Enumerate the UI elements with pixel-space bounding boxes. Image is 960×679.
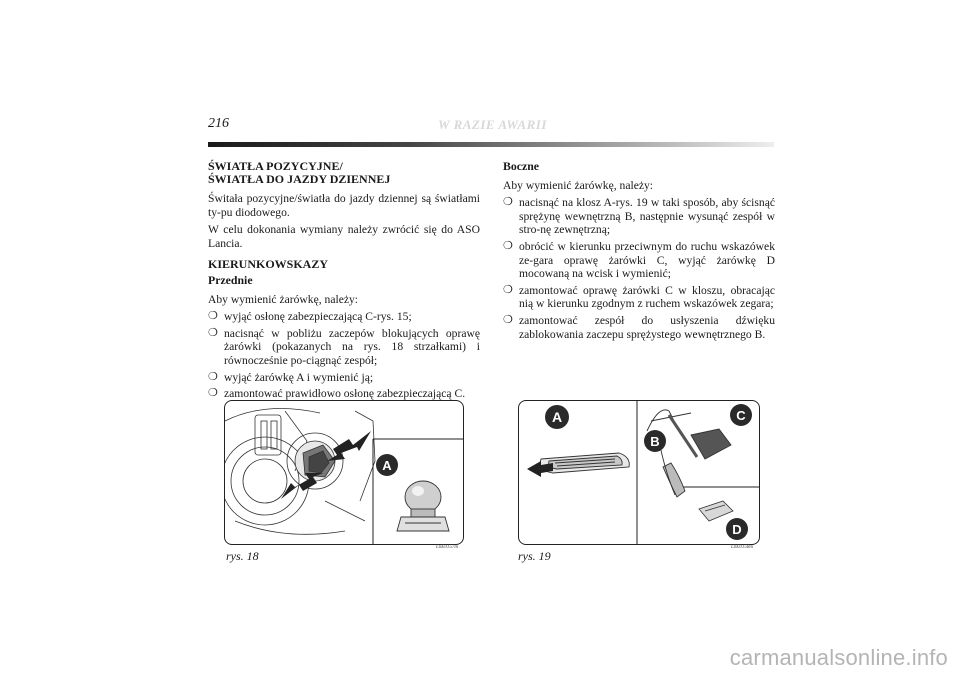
label-b: B (650, 434, 660, 449)
right-column (503, 160, 775, 344)
headlamp-illustration (225, 401, 463, 544)
list-item: ❍ nacisnąć w pobliżu zaczepów blokujących oprawę żarówki (pokazanych na rys. 18 strzałkami) i równocześnie po-ciągnąć zespół; (208, 326, 480, 367)
left-column (208, 160, 480, 404)
list-item: ❍ zamontować zespół do usłyszenia dźwięku zablokowania zaczepu sprężystego wewnętrznego B. (503, 313, 775, 341)
list-item: ❍ wyjąć osłonę zabezpieczającą C-rys. 15; (208, 310, 412, 324)
steps-list-side (503, 196, 775, 341)
list-item: ❍ obrócić w kierunku przeciwnym do ruchu wskazówek ze-gara oprawę żarówki C, wyjąć żarówkę D mocowaną na wcisk i wymienić; (503, 239, 775, 281)
paragraph-aso: W celu dokonania wymiany należy zwrócić się do ASO Lancia. (208, 223, 480, 250)
bullet-icon: ❍ (503, 313, 513, 326)
bullet-icon: ❍ (208, 370, 218, 383)
figure-19-side-indicator (518, 400, 760, 545)
figure-18-caption: rys. 18 (226, 549, 259, 563)
figure-18-headlamp (224, 400, 464, 545)
paragraph-led: Świtała pozycyjne/światła do jazdy dziennej są światłami ty-pu diodowego. (208, 192, 480, 219)
subheading-front: Przednie (208, 272, 253, 287)
header-rule (208, 142, 774, 147)
label-c: C (736, 408, 746, 423)
intro-text: Aby wymienić żarówkę, należy: (208, 292, 359, 306)
heading-position-lights: ŚWIATŁA POZYCYJNE/ ŚWIATŁA DO JAZDY DZIENNEJ (208, 159, 391, 186)
list-item: ❍ zamontować prawidłowo osłonę zabezpieczającą C. (208, 387, 466, 401)
bullet-icon: ❍ (208, 387, 218, 400)
label-a: A (551, 409, 563, 425)
figure-18-code: L0E0157m (436, 545, 458, 550)
label-a: A (382, 458, 392, 473)
section-title: W RAZIE AWARII (438, 117, 547, 132)
bullet-icon: ❍ (503, 196, 513, 209)
subheading-side: Boczne (503, 159, 540, 173)
figure-19-code: L0E0158m (731, 545, 753, 550)
steps-list-front (208, 310, 480, 401)
list-item: ❍ zamontować oprawę żarówki C w kloszu, obracając nią w kierunku zgodnym z ruchem wskazówek zegara; (503, 283, 775, 311)
bullet-icon: ❍ (503, 283, 513, 296)
page-number: 216 (208, 116, 229, 131)
label-d: D (732, 522, 742, 537)
list-item: ❍ wyjąć żarówkę A i wymienić ją; (208, 370, 374, 384)
list-item: ❍ nacisnąć na klosz A-rys. 19 w taki sposób, aby ścisnąć sprężynę wewnętrzną B, następnie wysunąć zespół w stro-nę zewnętrzną; (503, 196, 775, 237)
bullet-icon: ❍ (208, 310, 218, 323)
bullet-icon: ❍ (503, 239, 513, 252)
figure-19-caption: rys. 19 (518, 549, 551, 563)
page-header (208, 116, 774, 138)
side-indicator-illustration (519, 401, 759, 544)
bullet-icon: ❍ (208, 326, 218, 339)
heading-indicators: KIERUNKOWSKAZY (208, 257, 329, 272)
intro-text: Aby wymienić żarówkę, należy: (503, 178, 654, 192)
watermark: carmanualsonline.info (729, 645, 948, 670)
